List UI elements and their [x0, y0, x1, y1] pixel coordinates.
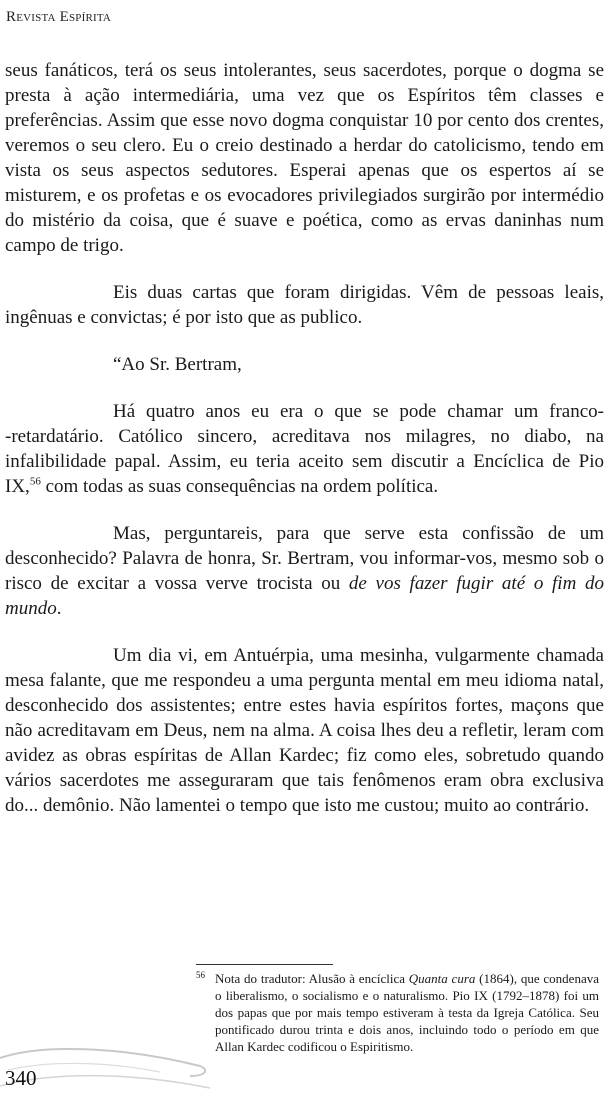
footnote-reference[interactable]: 56	[29, 475, 41, 488]
paragraph-1: seus fanáticos, terá os seus intolerantes, seus sacerdotes, porque o dogma se presta à ação intermediária, uma vez que os Espíritos têm classes e preferências. Assim que esse novo dogma conquistar 10 por cento dos crentes, veremos o seu clero. Eu o creio destinado a herdar do catolicismo, tendo em vista os seus aspectos sedutores. Esperai apenas que os espertos aí se misturem, e os profetas e os evocadores privilegiados surgirão por intermédio do mistério da coisa, que é suave e poética, como as ervas daninhas num campo de trigo.	[5, 60, 604, 256]
footnote	[196, 970, 599, 1055]
body-text	[5, 58, 604, 818]
footnote-text-start: Nota do tradutor: Alusão à encíclica	[215, 971, 409, 986]
paragraph-6: Um dia vi, em Antuérpia, uma mesinha, vulgarmente chamada mesa falante, que me respondeu a uma pergunta mental em meu idioma natal, desconhecido dos assistentes; entre estes havia espíritos fortes, maçons que não acreditavam em Deus, nem na alma. A coisa lhes deu a refletir, leram com avidez as obras espíritas de Allan Kardec; fiz como eles, sobretudo quando vários sacerdotes me asseguraram que tais fenômenos eram obra exclusiva do... demônio. Não lamentei o tempo que isto me custou; muito ao contrário.	[5, 645, 604, 816]
footnote-number: 56	[196, 970, 205, 980]
paragraph-2: Eis duas cartas que foram dirigidas. Vêm de pessoas leais, ingênuas e convictas; é por isto que as publico.	[5, 282, 604, 328]
paragraph-5-end: .	[56, 598, 62, 619]
paragraph-4-text-end: com todas as suas consequências na ordem política.	[40, 476, 439, 497]
page-number: 340	[5, 1066, 37, 1090]
paragraph-5-italic: de vos fazer fugir até o fim do mundo	[5, 573, 604, 619]
paragraph-4-text: Há quatro anos eu era o que se pode chamar um franco-‑retardatário. Católico sincero, acreditava nos milagres, no diabo, na infalibilidade papal. Assim, eu teria aceito sem discutir a Encíclica de Pio IX,	[5, 401, 604, 497]
footnote-italic: Quanta cura	[408, 971, 476, 986]
footnote-rule	[196, 964, 333, 965]
paragraph-5	[5, 521, 604, 621]
paragraph-5-text: Mas, perguntareis, para que serve esta confissão de um desconhecido? Palavra de honra, Sr. Bertram, vou informar-vos, mesmo sob o risco de excitar a vossa verve trocista ou	[5, 523, 604, 594]
footnote-text-end: (1864), que condenava o liberalismo, o socialismo e o naturalismo. Pio IX (1792–1878) foi um dos papas que por mais tempo estiveram à testa da Igreja Católica. Seu pontificado durou trinta e dois anos, incluindo todo o período em que Allan Kardec codificou o Espiritismo.	[215, 971, 599, 1054]
paragraph-4	[5, 399, 604, 499]
letter-salutation: “Ao Sr. Bertram,	[113, 354, 242, 375]
running-header: Revista Espírita	[6, 9, 112, 25]
footnote-text	[215, 970, 599, 1055]
